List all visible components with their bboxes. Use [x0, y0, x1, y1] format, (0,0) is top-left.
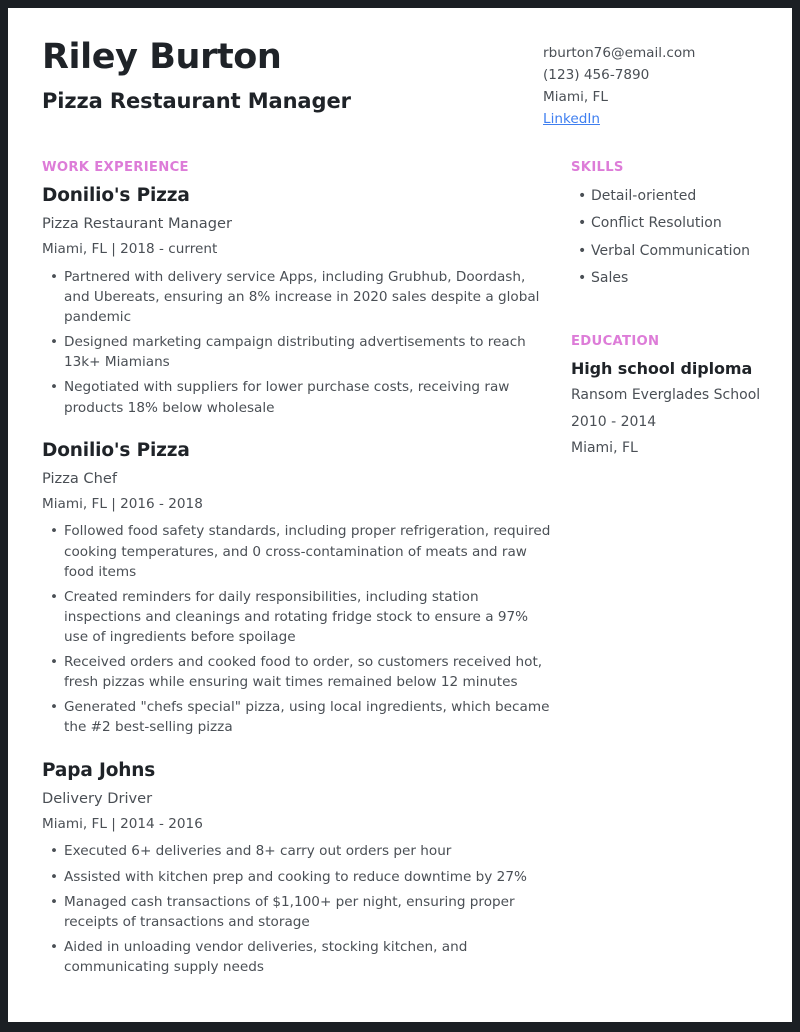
job-bullet: [42, 841, 554, 861]
job-bullet: [42, 377, 554, 417]
bullet-dot-icon: •: [50, 523, 59, 540]
candidate-title: Pizza Restaurant Manager: [42, 89, 351, 114]
skill-label: Detail-oriented: [591, 188, 697, 205]
job-bullet: [42, 587, 554, 647]
job-company: Donilio's Pizza: [42, 439, 190, 461]
skill-item: [571, 185, 786, 207]
resume-columns: [42, 160, 761, 977]
section-title-work-experience: WORK EXPERIENCE: [42, 160, 189, 176]
bullet-dot-icon: •: [578, 270, 587, 287]
job-bullet-text: Created reminders for daily responsibilities, including station inspections and cleanings and rotating fridge stock to ensure a 97% use of ingredients before spoilage: [64, 588, 529, 646]
linkedin-link[interactable]: LinkedIn: [543, 111, 600, 128]
resume-header: [42, 36, 758, 130]
job-entry: [42, 440, 554, 738]
candidate-name: Riley Burton: [42, 37, 282, 77]
skill-label: Verbal Communication: [591, 242, 751, 259]
job-bullet-text: Generated "chefs special" pizza, using local ingredients, which became the #2 best-selling pizza: [64, 699, 550, 736]
job-location-dates: Miami, FL | 2018 - current: [42, 241, 218, 258]
job-bullet-text: Assisted with kitchen prep and cooking to reduce downtime by 27%: [64, 868, 527, 885]
education-section: [571, 334, 786, 460]
contact-email: rburton76@email.com: [543, 45, 696, 61]
bullet-dot-icon: •: [578, 215, 587, 232]
job-role: Pizza Chef: [42, 469, 117, 487]
job-company: Donilio's Pizza: [42, 185, 190, 207]
skill-label: Sales: [591, 270, 629, 287]
bullet-dot-icon: •: [50, 268, 59, 285]
job-bullet: [42, 937, 554, 977]
bullet-dot-icon: •: [50, 379, 59, 396]
bullet-dot-icon: •: [50, 893, 59, 910]
job-bullet-list: [42, 267, 554, 418]
bullet-dot-icon: •: [578, 242, 587, 259]
education-location: Miami, FL: [571, 440, 638, 457]
job-company: Papa Johns: [42, 759, 156, 781]
bullet-dot-icon: •: [578, 188, 587, 205]
resume-page: [8, 8, 792, 1022]
job-role: Delivery Driver: [42, 789, 153, 807]
job-bullet-text: Partnered with delivery service Apps, including Grubhub, Doordash, and Ubereats, ensuring an 8% increase in 2020 sales despite a global pandemic: [64, 268, 540, 326]
education-degree: High school diploma: [571, 358, 753, 378]
job-bullet: [42, 652, 554, 692]
sidebar-column: [571, 160, 786, 459]
bullet-dot-icon: •: [50, 699, 59, 716]
main-column: [42, 160, 554, 977]
education-years: 2010 - 2014: [571, 413, 657, 430]
job-bullet: [42, 267, 554, 327]
bullet-dot-icon: •: [50, 938, 59, 955]
job-bullet-text: Executed 6+ deliveries and 8+ carry out orders per hour: [64, 843, 452, 860]
job-bullet-text: Followed food safety standards, including proper refrigeration, required cooking temperatures, and 0 cross-contamination of meats and raw food items: [64, 523, 551, 580]
job-bullet-text: Negotiated with suppliers for lower purchase costs, receiving raw products 18% below wholesale: [64, 379, 510, 416]
identity-block: [42, 36, 351, 113]
bullet-dot-icon: •: [50, 843, 59, 860]
section-title-skills: SKILLS: [571, 160, 624, 176]
section-title-education: EDUCATION: [571, 333, 660, 349]
job-entry: [42, 185, 554, 418]
job-bullet: [42, 332, 554, 372]
job-bullet: [42, 867, 554, 887]
bullet-dot-icon: •: [50, 588, 59, 605]
job-bullet: [42, 697, 554, 737]
skill-label: Conflict Resolution: [591, 215, 722, 232]
bullet-dot-icon: •: [50, 868, 59, 885]
contact-location: Miami, FL: [543, 89, 608, 106]
bullet-dot-icon: •: [50, 334, 59, 351]
job-bullet-list: [42, 841, 554, 977]
skill-item: [571, 267, 786, 289]
skill-item: [571, 212, 786, 234]
job-entry: [42, 760, 554, 977]
education-school: Ransom Everglades School: [571, 386, 761, 403]
skills-section: [571, 160, 786, 290]
bullet-dot-icon: •: [50, 654, 59, 671]
job-bullet-text: Received orders and cooked food to order, so customers received hot, fresh pizzas while ensuring wait times remained below 12 minutes: [64, 654, 543, 691]
job-bullet-text: Aided in unloading vendor deliveries, stocking kitchen, and communicating supply needs: [64, 938, 468, 975]
job-bullet-text: Designed marketing campaign distributing advertisements to reach 13k+ Miamians: [64, 334, 526, 371]
skills-list: [571, 185, 786, 290]
skill-item: [571, 240, 786, 262]
contact-phone: (123) 456-7890: [543, 67, 650, 84]
work-experience-section: [42, 160, 554, 977]
job-bullet-list: [42, 521, 554, 737]
job-role: Pizza Restaurant Manager: [42, 215, 232, 233]
contact-block: [543, 36, 758, 130]
job-bullet-text: Managed cash transactions of $1,100+ per night, ensuring proper receipts of transactions and storage: [64, 893, 515, 930]
job-list: [42, 185, 554, 977]
job-location-dates: Miami, FL | 2014 - 2016: [42, 815, 203, 832]
job-bullet: [42, 892, 554, 932]
job-location-dates: Miami, FL | 2016 - 2018: [42, 495, 203, 512]
job-bullet: [42, 521, 554, 581]
